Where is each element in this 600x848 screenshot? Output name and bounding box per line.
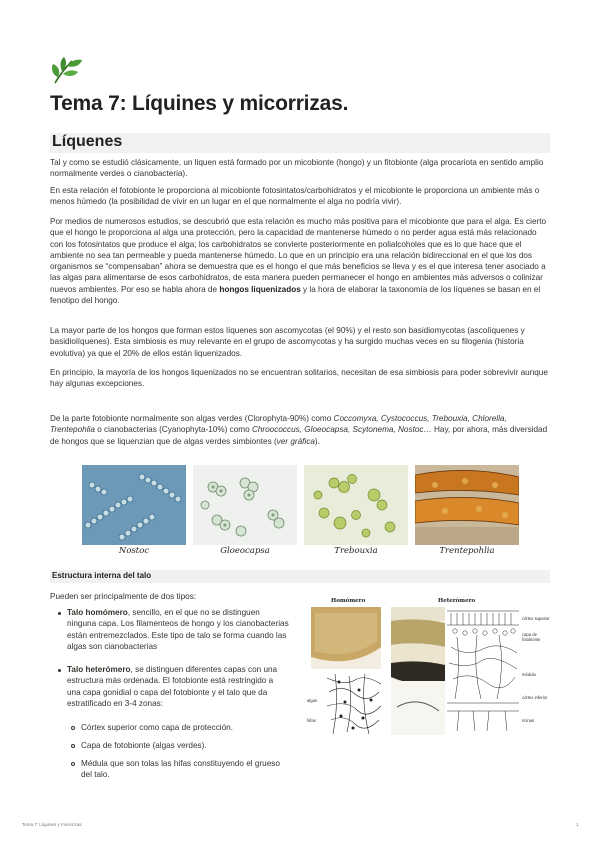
photo-caption: Trebouxia: [334, 546, 378, 556]
paragraph-2: En esta relación el fotobionte le proporciona al micobionte fotosintatos/carbohidratos y el micobionte le proporciona un ambiente más o menos húmedo (la posibilidad de vivir en un lugar en el que normalmente el alga no podría vivir).: [50, 186, 540, 207]
list-item-homomero: Talo homómero, sencillo, en el que no se distinguen ninguna capa. Los filamenteos de hongo y los cianobacterias están entremezclados. Este tipo de talo se forma cuando las algas son cianobacterias: [67, 608, 289, 651]
structure-intro: Pueden ser principalmente de dos tipos:: [50, 592, 197, 601]
paragraph-5: En principio, la mayoría de los hongos liquenizados no se encuentran solitarios, necesitan de esa simbiosis para poder sobrevivir aunque hay algunas excepciones.: [50, 368, 548, 389]
sub-bullet-icon: [71, 762, 75, 766]
annotation-capa-fotobionte: capa de fotobionte: [522, 632, 541, 642]
bullet-icon: [58, 669, 61, 672]
heteromero-photo: [391, 607, 445, 735]
photo-caption: Trentepohlia: [439, 546, 495, 556]
homomero-drawing: [325, 672, 383, 736]
subsection-title: Estructura interna del talo: [52, 571, 152, 580]
nostoc-photo: [82, 465, 186, 545]
footer-title: Tema 7: Líquines y micorrizas.: [22, 822, 83, 827]
sub-bullet-icon: [71, 744, 75, 748]
list-item-heteromero: Talo heterómero, se distinguen diferentes capas con una estructura más ordenada. El fotobionte está restringido a una capa gonidial o capa del fotobionte y el talo que da estratificado en 3-4 zonas:: [67, 665, 278, 708]
paragraph-6: De la parte fotobionte normalmente son algas verdes (Clorophyta-90%) como Coccomyxa, Cystococcus, Trebouxia, Chlorella, Trentepohlia o cianobacterias (Cyanophyta-10%) como Chroococcus, Gloeocapsa, Scytonema, Nostoc… Hay, por ahora, más diversidad de hongos que se liquenzian que de algas verdes simbiontes (ver gráfica).: [50, 414, 548, 446]
trentepohlia-photo: [415, 465, 519, 545]
zone-item: Córtex superior como capa de protección.: [81, 723, 234, 732]
algas-label: algas: [307, 698, 318, 703]
paragraph-4: La mayor parte de los hongos que forman estos líquenes son ascomycotas (el 90%) y el resto son basidiomycotas (ascolíquenes y basidiolíquenes). Esta simbiosis es muy relevante en el grupo de ascomycotas y ha surgido muchas veces en su filogenia (historia evolutiva) ya que el 20% de ellos están liquenizados.: [50, 326, 525, 358]
paragraph-1: Tal y como se estudió clásicamente, un liquen está formado por un micobionte (hongo) y un fitobionte (alga procariota en sentido amplio normalmente verdes o cianobacteria).: [50, 158, 544, 179]
thallus-diagram: [305, 598, 555, 743]
homomero-photo: [311, 607, 381, 669]
sub-bullet-icon: [71, 726, 75, 730]
gloeocapsa-photo: [193, 465, 297, 545]
homomero-label: Homómero: [331, 598, 366, 604]
annotation-ricinas: ricinas: [522, 718, 535, 723]
subsection-heading: [50, 570, 550, 583]
trebouxia-photo: [304, 465, 408, 545]
photo-caption: Nostoc: [118, 546, 150, 556]
bullet-icon: [58, 612, 61, 615]
leaf-icon: [50, 55, 84, 85]
hifas-label: hifas: [307, 718, 316, 723]
annotation-cortex-superior: córtex superior: [522, 616, 550, 621]
page-number: 1: [576, 822, 579, 827]
zone-item: Capa de fotobionte (algas verdes).: [81, 741, 207, 750]
annotation-medula: médula: [522, 672, 536, 677]
zone-item: Médula que son tolas las hifas constituyendo el grueso del talo.: [81, 759, 280, 780]
annotation-cortex-inferior: córtex inferior: [522, 695, 548, 700]
heteromero-label: Heterómero: [438, 598, 476, 604]
page-title: Tema 7: Líquines y micorrizas.: [50, 92, 349, 115]
section-heading: [50, 133, 550, 153]
section-title: Líquenes: [52, 133, 123, 150]
photo-strip: [82, 465, 518, 561]
paragraph-3: Por medios de numerosos estudios, se descubrió que esta relación es mucho más positiva para el micobionte que para el alga. Es cierto que el hongo le proporciona al alga una protección, pero la capacidad de mantenerse húmedo o no perder agua está más relacionado con los fotosintatos que produce el alga; los carbohidratos se convierte posteriormente en polialcoholes que es lo que hace que el ambiente no sea tan permeable y pueda mantenerse húmedo. Lo que en un principio era una relación bidireccional en el que los dos organismos se “compensaban” ahora se demuestra que es el hongo el que más beneficios se lleva y es el que interesa tener asociado a las algas para alimentarse de esos carbohidratos, de esta manera pueden permanecer el hongo en ambientes más adversos o colinizar nuevos ambientes. Por eso se habla ahora de hongos liquenizados y la hora de elaborar la taxonomía de los líquenes se basan en el fenotipo del hongo.: [50, 217, 547, 306]
photo-caption: Gloeocapsa: [220, 546, 270, 556]
heteromero-drawing: [447, 607, 519, 735]
